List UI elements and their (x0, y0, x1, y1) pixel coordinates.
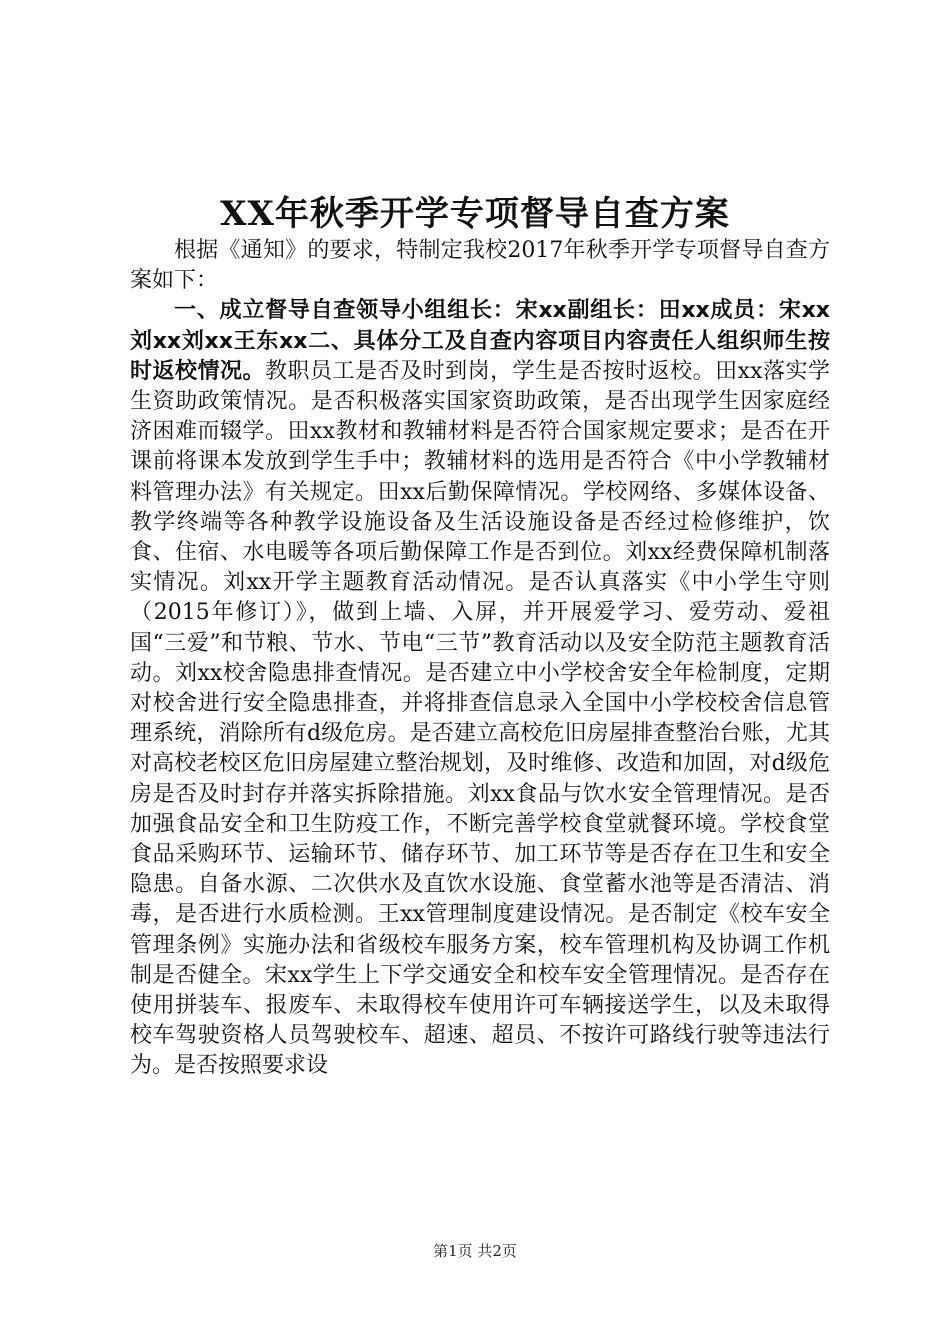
intro-paragraph: 根据《通知》的要求，特制定我校2017年秋季开学专项督导自查方案如下： (130, 238, 830, 294)
main-paragraph (130, 296, 830, 1081)
page-title: XX年秋季开学专项督导自查方案 (220, 194, 730, 234)
section-body-text: 教职员工是否及时到岗，学生是否按时返校。田xx落实学生资助政策情况。是否积极落实国家资助政策，是否出现学生因家庭经济困难而辍学。田xx教材和教辅材料是否符合国家规定要求；是否在开课前将课本发放到学生手中；教辅材料的选用是否符合《中小学教辅材料管理办法》有关规定。田xx后勤保障情况。学校网络、多媒体设备、教学终端等各种教学设施设备及生活设施设备是否经过检修维护，饮食、住宿、水电暖等各项后勤保障工作是否到位。刘xx经费保障机制落实情况。刘xx开学主题教育活动情况。是否认真落实《中小学生守则（2015年修订）》，做到上墙、入屏，并开展爱学习、爱劳动、爱祖国“三爱”和节粮、节水、节电“三节”教育活动以及安全防范主题教育活动。刘xx校舍隐患排查情况。是否建立中小学校舍安全年检制度，定期对校舍进行安全隐患排查，并将排查信息录入全国中小学校校舍信息管理系统，消除所有d级危房。是否建立高校危旧房屋排查整治台账，尤其对高校老校区危旧房屋建立整治规划，及时维修、改造和加固，对d级危房是否及时封存并落实拆除措施。刘xx食品与饮水安全管理情况。是否加强食品安全和卫生防疫工作，不断完善学校食堂就餐环境。学校食堂食品采购环节、运输环节、储存环节、加工环节等是否存在卫生和安全隐患。自备水源、二次供水及直饮水设施、食堂蓄水池等是否清洁、消毒，是否进行水质检测。王xx管理制度建设情况。是否制定《校车安全管理条例》实施办法和省级校车服务方案，校车管理机构及协调工作机制是否健全。宋xx学生上下学交通安全和校车安全管理情况。是否存在使用拼装车、报废车、未取得校车使用许可车辆接送学生，以及未取得校车驾驶资格人员驾驶校车、超速、超员、不按许可路线行驶等违法行为。是否按照要求设 (130, 358, 830, 1079)
section-lead-text: 一、成立督导自查领导小组组长：宋xx副组长：田xx成员：宋xx刘xx刘xx王东xx二、具体分工及自查内容项目内容责任人组织师生按时返校情况。 (130, 298, 830, 384)
document-body (130, 236, 830, 1082)
page-number-footer: 第1页 共2页 (433, 1242, 517, 1260)
